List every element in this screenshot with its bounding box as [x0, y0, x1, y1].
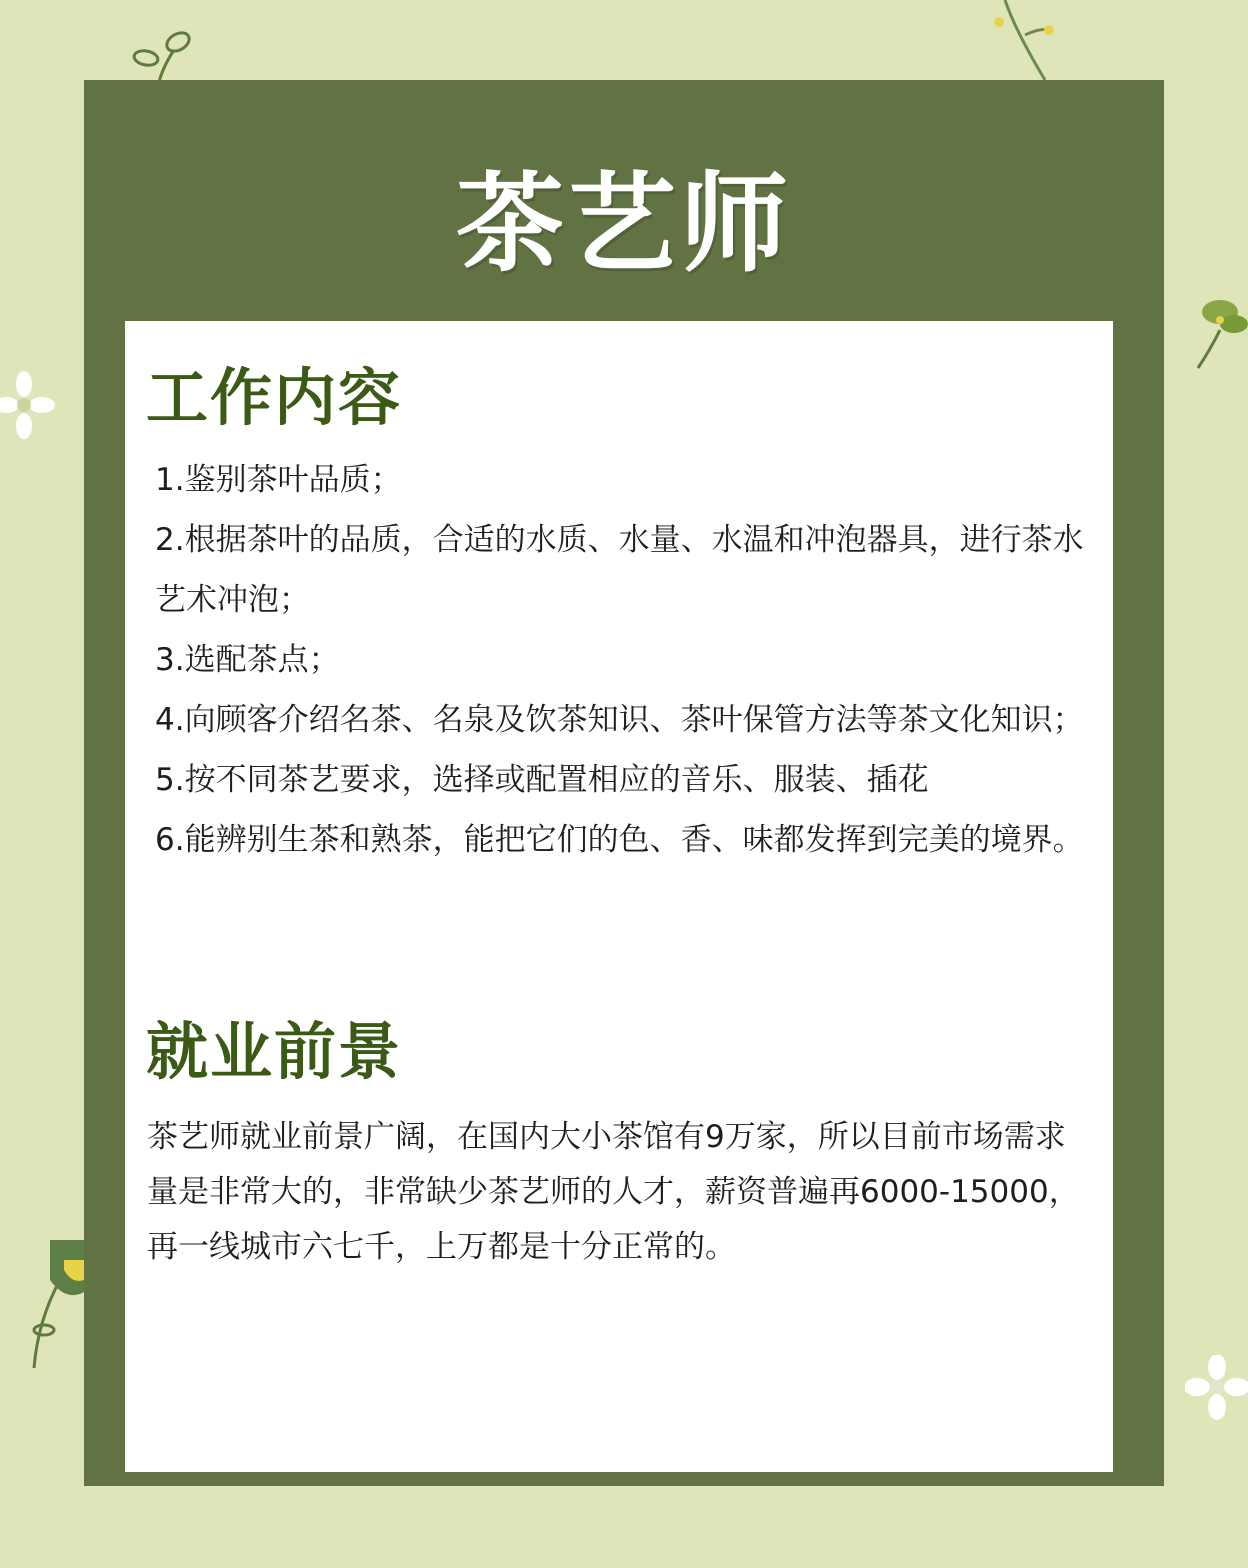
section-heading-work-content: 工作内容: [146, 361, 403, 434]
work-content-list: [155, 450, 1100, 870]
list-item: 2.根据茶叶的品质，合适的水质、水量、水温和冲泡器具，进行茶水艺术冲泡；: [155, 522, 1084, 618]
sprout-icon: [128, 28, 198, 88]
list-item: 6.能辨别生茶和熟茶，能把它们的色、香、味都发挥到完美的境界。: [155, 822, 1084, 858]
branch-icon: [985, 0, 1065, 82]
flower-icon: [0, 370, 60, 440]
list-item: 5.按不同茶艺要求，选择或配置相应的音乐、服装、插花: [155, 762, 929, 798]
flower-icon: [1185, 1355, 1248, 1420]
leaf-sprig-icon: [1190, 290, 1248, 370]
list-item: 3.选配茶点；: [155, 642, 340, 678]
section-heading-career-prospects: 就业前景: [146, 1015, 403, 1088]
page-title: 茶艺师: [455, 162, 792, 287]
career-prospects-paragraph: 茶艺师就业前景广阔，在国内大小茶馆有9万家，所以目前市场需求量是非常大的，非常缺少茶艺师的人才，薪资普遍再6000-15000，再一线城市六七千，上万都是十分正常的。: [147, 1119, 1080, 1265]
list-item: 4.向顾客介绍名茶、名泉及饮茶知识、茶叶保管方法等茶文化知识；: [155, 702, 1084, 738]
bell-flower-icon: [20, 1240, 86, 1370]
list-item: 1.鉴别茶叶品质；: [155, 462, 402, 498]
